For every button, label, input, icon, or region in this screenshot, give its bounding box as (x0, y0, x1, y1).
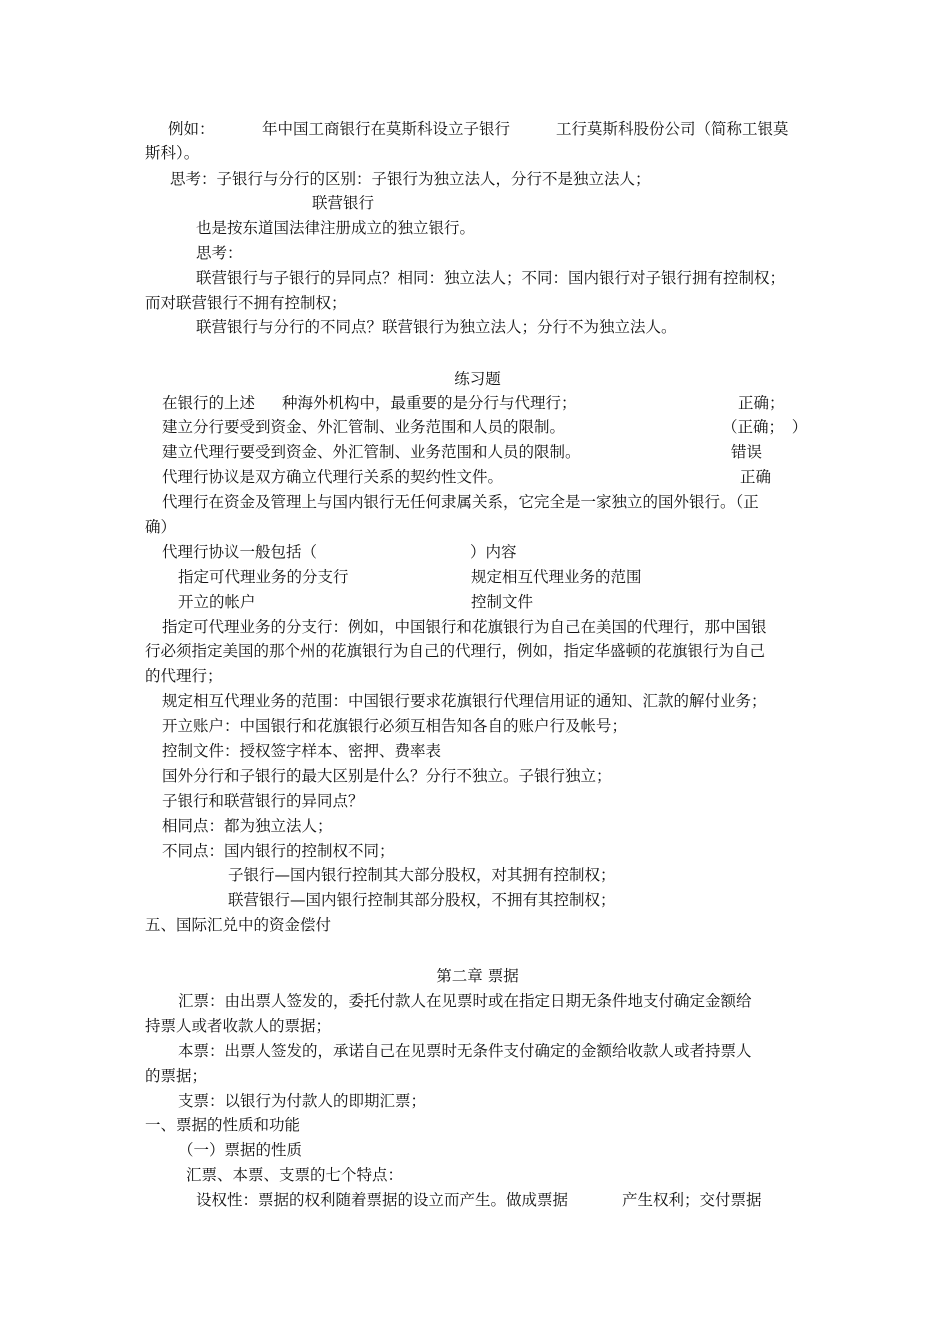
text-line: 正确 (740, 468, 772, 486)
section-heading: 练习题 (454, 370, 501, 388)
text-line: 斯科）。 (145, 144, 200, 162)
text-line: （一）票据的性质 (178, 1141, 303, 1159)
text-line: 建立分行要受到资金、外汇管制、业务范围和人员的限制。 (162, 418, 566, 436)
text-line: 年中国工商银行在莫斯科设立子银行 (262, 120, 511, 138)
text-line: ）内容 (470, 543, 517, 561)
text-line: 指定可代理业务的分支行：例如，中国银行和花旗银行为自己在美国的代理行，那中国银 (162, 618, 767, 636)
text-line: 建立代理行要受到资金、外汇管制、业务范围和人员的限制。 (162, 443, 581, 461)
text-line: 汇票、本票、支票的七个特点： (186, 1166, 404, 1184)
text-line: 正确； (738, 394, 785, 412)
text-line: 支票：以银行为付款人的即期汇票； (178, 1092, 427, 1110)
text-line: 思考：子银行与分行的区别：子银行为独立法人，分行不是独立法人； (170, 170, 651, 188)
text-line: 工行莫斯科股份公司（简称工银莫 (556, 120, 789, 138)
text-line: 控制文件：授权签字样本、密押、费率表 (162, 742, 442, 760)
text-line: 开立的帐户 (178, 593, 256, 611)
text-line: 联营银行与子银行的异同点？相同：独立法人；不同：国内银行对子银行拥有控制权； (196, 269, 786, 287)
text-line: 确） (145, 518, 177, 536)
text-line: 控制文件 (471, 593, 534, 611)
text-line: 联营银行 (312, 194, 375, 212)
text-line: 思考： (196, 244, 243, 262)
text-line: 开立账户：中国银行和花旗银行必须互相告知各自的账户行及帐号； (162, 717, 628, 735)
text-line: （正确； ） (722, 418, 808, 436)
text-line: 子银行和联营银行的异同点？ (162, 792, 364, 810)
text-line: 也是按东道国法律注册成立的独立银行。 (196, 219, 476, 237)
text-line: 的代理行； (145, 667, 223, 685)
text-line: 代理行协议是双方确立代理行关系的契约性文件。 (162, 468, 504, 486)
text-line: 一、票据的性质和功能 (145, 1116, 301, 1134)
text-line: 设权性：票据的权利随着票据的设立而产生。做成票据 (196, 1191, 569, 1209)
text-line: 五、国际汇兑中的资金偿付 (145, 916, 332, 934)
text-line: 国外分行和子银行的最大区别是什么？分行不独立。子银行独立； (162, 767, 612, 785)
text-line: 行必须指定美国的那个州的花旗银行为自己的代理行，例如，指定华盛顿的花旗银行为自己 (145, 642, 766, 660)
text-line: 例如： (168, 120, 215, 138)
text-line: 相同点：都为独立法人； (162, 817, 333, 835)
text-line: 种海外机构中，最重要的是分行与代理行； (282, 394, 577, 412)
text-line: 规定相互代理业务的范围：中国银行要求花旗银行代理信用证的通知、汇款的解付业务； (162, 692, 767, 710)
text-line: 产生权利；交付票据 (622, 1191, 762, 1209)
text-line: 规定相互代理业务的范围 (471, 568, 642, 586)
text-line: 持票人或者收款人的票据； (145, 1017, 332, 1035)
text-line: 代理行协议一般包括（ (162, 543, 318, 561)
section-heading: 第二章 票据 (436, 967, 519, 985)
text-line: 汇票：由出票人签发的，委托付款人在见票时或在指定日期无条件地支付确定金额给 (178, 992, 752, 1010)
text-line: 联营银行—国内银行控制其部分股权，不拥有其控制权； (228, 891, 616, 909)
text-line: 的票据； (145, 1067, 208, 1085)
text-line: 而对联营银行不拥有控制权； (145, 294, 347, 312)
text-line: 指定可代理业务的分支行 (178, 568, 349, 586)
text-line: 子银行—国内银行控制其大部分股权，对其拥有控制权； (228, 866, 616, 884)
text-line: 错误 (731, 443, 763, 461)
text-line: 本票：出票人签发的，承诺自己在见票时无条件支付确定的金额给收款人或者持票人 (178, 1042, 752, 1060)
text-line: 联营银行与分行的不同点？联营银行为独立法人；分行不为独立法人。 (196, 318, 677, 336)
text-line: 代理行在资金及管理上与国内银行无任何隶属关系，它完全是一家独立的国外银行。（正 (162, 493, 759, 511)
text-line: 不同点：国内银行的控制权不同； (162, 842, 395, 860)
text-line: 在银行的上述 (162, 394, 256, 412)
